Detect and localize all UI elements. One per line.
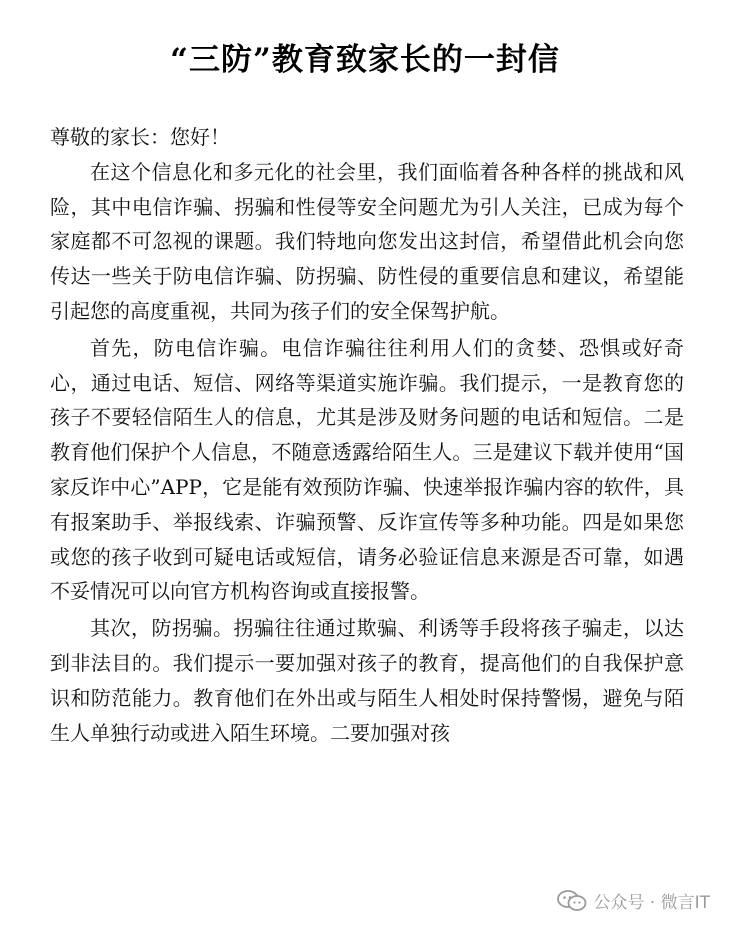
paragraph-anti-abduction: 其次，防拐骗。拐骗往往通过欺骗、利诱等手段将孩子骗走，以达到非法目的。我们提示一要加强对孩子的教育，提高他们的自我保护意识和防范能力。教育他们在外出或与陌生人相处时保持警惕，避免与陌生人单独行动或进入陌生环境。二要加强对孩 xyxy=(50,616,684,745)
letter-body xyxy=(50,120,684,752)
watermark-text: 公众号 · 微言IT xyxy=(593,893,710,913)
paragraph-intro: 在这个信息化和多元化的社会里，我们面临着各种各样的挑战和风险，其中电信诈骗、拐骗和性侵等安全问题尤为引人关注，已成为每个家庭都不可忽视的课题。我们特地向您发出这封信，希望借此机会向您传达一些关于防电信诈骗、防拐骗、防性侵的重要信息和建议，希望能引起您的高度重视，共同为孩子们的安全保驾护航。 xyxy=(50,159,684,323)
page-title: “三防”教育致家长的一封信 xyxy=(170,42,560,78)
paragraph-anti-telecom-fraud: 首先，防电信诈骗。电信诈骗往往利用人们的贪婪、恐惧或好奇心，通过电话、短信、网络等渠道实施诈骗。我们提示，一是教育您的孩子不要轻信陌生人的信息，尤其是涉及财务问题的电话和短信。二是教育他们保护个人信息，不随意透露给陌生人。三是建议下载并使用“国家反诈中心”APP，它是能有效预防诈骗、快速举报诈骗内容的软件，具有报案助手、举报线索、诈骗预警、反诈宣传等多种功能。四是如果您或您的孩子收到可疑电话或短信，请务必验证信息来源是否可靠，如遇不妥情况可以向官方机构咨询或直接报警。 xyxy=(50,335,684,604)
wechat-icon xyxy=(557,890,587,912)
salutation: 尊敬的家长：您好！ xyxy=(50,125,230,149)
watermark xyxy=(553,886,714,915)
